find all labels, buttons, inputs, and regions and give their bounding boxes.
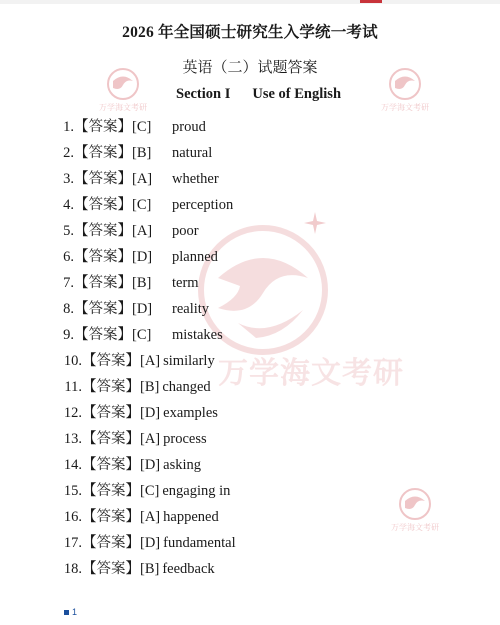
answer-word: proud: [172, 119, 206, 135]
watermark-badge-bottom-right: [390, 486, 440, 546]
answer-word: examples: [163, 405, 218, 421]
top-accent-strip: [360, 0, 382, 3]
answer-number: 5.: [63, 223, 74, 239]
answer-word: fundamental: [163, 535, 236, 551]
answer-choice: [B]: [140, 379, 160, 395]
answer-word: whether: [172, 171, 219, 187]
answer-row: [60, 428, 236, 454]
answer-tag: 【答案】: [82, 353, 140, 369]
answer-choice: [C]: [132, 327, 152, 343]
watermark-sparkle-icon: [304, 212, 326, 239]
document-subtitle: 英语（二）试题答案: [182, 60, 318, 76]
answer-number: 16.: [63, 509, 82, 525]
answer-tag: 【答案】: [82, 535, 140, 551]
page-number: 1: [72, 607, 78, 617]
answer-row: [60, 324, 236, 350]
answer-number: 12.: [63, 405, 82, 421]
answer-choice: [A]: [140, 431, 161, 447]
answer-row: [60, 272, 236, 298]
answer-row: [60, 506, 236, 532]
answer-word: perception: [172, 197, 234, 213]
answer-number: 14.: [63, 457, 82, 473]
answer-row: [60, 220, 236, 246]
watermark-big-text: 万学海文考研: [218, 356, 404, 391]
answer-tag: 【答案】: [82, 405, 140, 421]
answer-word: mistakes: [172, 327, 223, 343]
answer-choice: [A]: [140, 509, 161, 525]
answer-tag: 【答案】: [74, 249, 132, 265]
answer-number: 4.: [63, 197, 74, 213]
answer-choice: [A]: [140, 353, 161, 369]
answer-tag: 【答案】: [74, 119, 132, 135]
answer-choice: [D]: [132, 301, 153, 317]
watermark-brand-text: 万学海文考研: [99, 103, 147, 112]
answer-number: 11.: [64, 379, 82, 395]
answer-word: changed: [162, 379, 211, 395]
answer-tag: 【答案】: [74, 145, 132, 161]
section-heading: [176, 86, 341, 103]
answer-row: [60, 454, 236, 480]
answer-choice: [D]: [140, 405, 161, 421]
answer-row: [60, 298, 236, 324]
answer-number: 3.: [63, 171, 74, 187]
answer-choice: [C]: [132, 197, 152, 213]
answer-choice: [A]: [132, 223, 153, 239]
answer-word: natural: [172, 145, 213, 161]
answer-word: happened: [163, 509, 219, 525]
answer-tag: 【答案】: [74, 223, 132, 239]
answer-row: [60, 558, 236, 584]
answer-word: similarly: [163, 353, 215, 369]
answer-number: 13.: [63, 431, 82, 447]
answer-choice: [B]: [132, 145, 152, 161]
answer-tag: 【答案】: [82, 379, 140, 395]
answer-number: 10.: [63, 353, 82, 369]
answer-number: 18.: [63, 561, 82, 577]
answer-number: 15.: [63, 483, 82, 499]
answer-tag: 【答案】: [74, 327, 132, 343]
answer-list: [60, 116, 236, 584]
answer-number: 7.: [63, 275, 74, 291]
answer-choice: [D]: [132, 249, 153, 265]
answer-number: 17.: [63, 535, 82, 551]
answer-number: 9.: [63, 327, 74, 343]
answer-row: [60, 168, 236, 194]
answer-row: [60, 142, 236, 168]
answer-tag: 【答案】: [82, 561, 140, 577]
answer-row: [60, 480, 236, 506]
answer-number: 6.: [63, 249, 74, 265]
answer-choice: [B]: [140, 561, 160, 577]
answer-word: engaging in: [162, 483, 231, 499]
answer-tag: 【答案】: [82, 431, 140, 447]
answer-tag: 【答案】: [82, 509, 140, 525]
answer-tag: 【答案】: [74, 171, 132, 187]
answer-number: 8.: [63, 301, 74, 317]
answer-row: [60, 194, 236, 220]
top-bar: [0, 0, 500, 4]
answer-word: planned: [172, 249, 218, 265]
answer-choice: [C]: [132, 119, 152, 135]
watermark-brand-text: 万学海文考研: [391, 523, 439, 532]
answer-word: process: [163, 431, 207, 447]
answer-choice: [D]: [140, 457, 161, 473]
answer-choice: [D]: [140, 535, 161, 551]
watermark-brand-text: 万学海文考研: [381, 103, 429, 112]
answer-tag: 【答案】: [74, 301, 132, 317]
answer-word: reality: [172, 301, 210, 317]
answer-choice: [A]: [132, 171, 153, 187]
answer-number: 2.: [63, 145, 74, 161]
answer-row: [60, 246, 236, 272]
footer-square-icon: [64, 610, 69, 615]
answer-word: feedback: [162, 561, 215, 577]
answer-choice: [B]: [132, 275, 152, 291]
brand-logo-icon: [397, 486, 433, 522]
page-footer: [64, 607, 77, 617]
answer-tag: 【答案】: [82, 483, 140, 499]
answer-tag: 【答案】: [74, 275, 132, 291]
answer-word: asking: [163, 457, 201, 473]
answer-row: [60, 402, 236, 428]
answer-choice: [C]: [140, 483, 160, 499]
answer-row: [60, 532, 236, 558]
answer-number: 1.: [63, 119, 74, 135]
answer-tag: 【答案】: [82, 457, 140, 473]
answer-row: [60, 350, 236, 376]
answer-word: term: [172, 275, 199, 291]
answer-word: poor: [172, 223, 199, 239]
answer-row: [60, 376, 236, 402]
section-part: Section I: [176, 86, 231, 102]
document-title: 2026 年全国硕士研究生入学统一考试: [122, 24, 378, 41]
answer-row: [60, 116, 236, 142]
answer-tag: 【答案】: [74, 197, 132, 213]
section-name: Use of English: [252, 86, 342, 102]
